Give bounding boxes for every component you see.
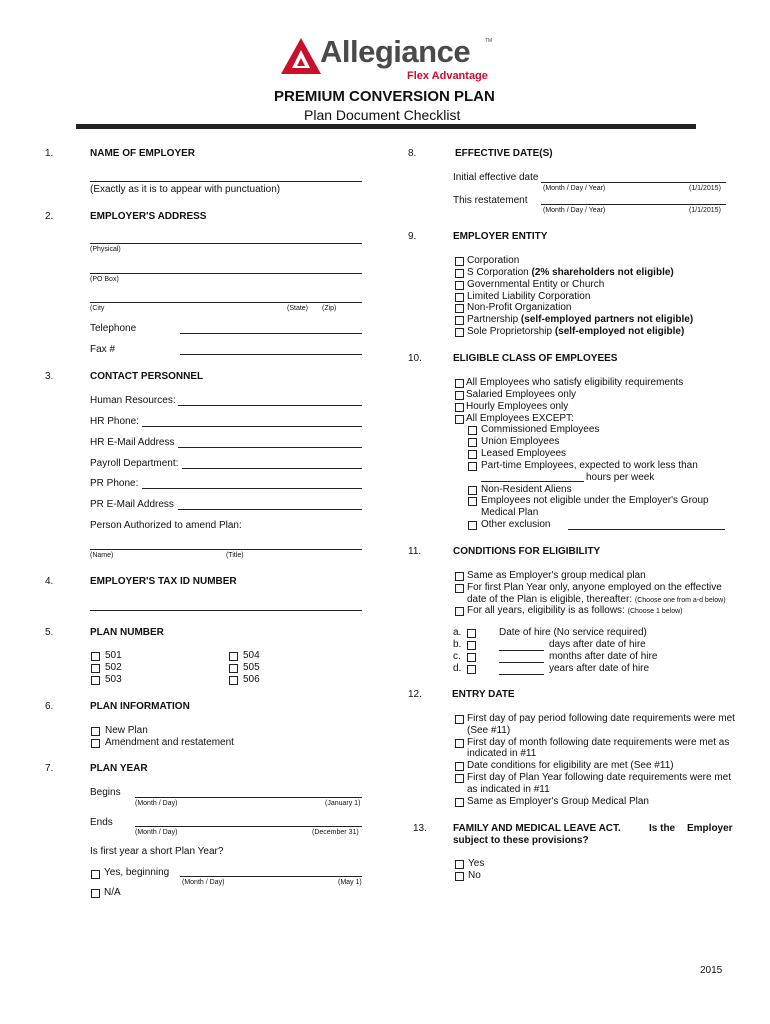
same-medical-label: Same as Employer's group medical plan	[467, 570, 646, 581]
tax-id-field[interactable]	[90, 610, 362, 611]
entry-month-label: First day of month following date requirements were met as	[467, 737, 730, 748]
thereafter-label	[467, 594, 726, 605]
plan-503-checkbox[interactable]	[91, 676, 100, 685]
begins-month-day: (Month / Day)	[135, 800, 178, 807]
option-a-label: Date of hire (No service required)	[499, 627, 647, 638]
ends-default: (December 31)	[312, 829, 359, 836]
corporation-label: Corporation	[467, 255, 520, 266]
hr-email-field[interactable]	[178, 447, 362, 448]
option-a-letter: a.	[453, 627, 462, 638]
plan-504-label: 504	[243, 650, 260, 661]
brand-name: Allegiance	[320, 34, 471, 69]
hourly-label: Hourly Employees only	[466, 401, 569, 412]
non-resident-checkbox[interactable]	[468, 486, 477, 495]
fmla-yes-checkbox[interactable]	[455, 860, 464, 869]
other-exclusion-checkbox[interactable]	[468, 521, 477, 530]
sole-prop-label	[467, 326, 684, 337]
thereafter-text: date of the Plan is eligible, thereafter:	[467, 594, 633, 605]
entry-plan-year-note: as indicated in #11	[467, 784, 550, 795]
leased-label: Leased Employees	[481, 448, 567, 459]
hours-label: hours per week	[586, 472, 655, 483]
ends-label: Ends	[90, 817, 113, 828]
commissioned-checkbox[interactable]	[468, 426, 477, 435]
payroll-field[interactable]	[182, 468, 362, 469]
s9-title: EMPLOYER ENTITY	[453, 231, 548, 242]
entry-month-checkbox[interactable]	[455, 739, 464, 748]
fax-label: Fax #	[90, 344, 116, 355]
s13-title-subject: subject to these provisions?	[453, 835, 589, 846]
fmla-no-label: No	[468, 870, 481, 881]
s13-title-employer: Employer	[687, 823, 733, 834]
part-time-checkbox[interactable]	[468, 462, 477, 471]
begins-label: Begins	[90, 787, 121, 798]
hr-email-label: HR E-Mail Address	[90, 437, 175, 448]
restatement-default: (1/1/2015)	[689, 207, 721, 214]
plan-504-checkbox[interactable]	[229, 652, 238, 661]
brand-tm: TM	[485, 38, 493, 44]
all-years-checkbox[interactable]	[455, 607, 464, 616]
plan-501-label: 501	[105, 650, 122, 661]
not-eligible-label: Employees not eligible under the Employer's Group	[481, 495, 709, 506]
amendment-checkbox[interactable]	[91, 739, 100, 748]
s13-title-fmla: FAMILY AND MEDICAL LEAVE ACT.	[453, 823, 621, 834]
partnership-checkbox[interactable]	[455, 316, 464, 325]
plan-505-label: 505	[243, 662, 260, 673]
fmla-no-checkbox[interactable]	[455, 872, 464, 881]
initial-label: Initial effective date	[453, 172, 539, 183]
llc-checkbox[interactable]	[455, 293, 464, 302]
fmla-yes-label: Yes	[468, 858, 485, 869]
hr-phone-field[interactable]	[142, 426, 362, 427]
authorized-field[interactable]	[90, 549, 362, 550]
medical-plan-label: Medical Plan	[481, 507, 539, 518]
telephone-field[interactable]	[180, 333, 362, 334]
nonprofit-label: Non-Profit Organization	[467, 302, 572, 313]
s5-number: 5.	[45, 627, 54, 638]
short-month-day: (Month / Day)	[182, 879, 225, 886]
s-corp-label	[467, 267, 674, 278]
footer-year: 2015	[700, 965, 723, 976]
ends-month-day: (Month / Day)	[135, 829, 178, 836]
entry-month-note: indicated in #11	[467, 748, 537, 759]
entry-pay-period-label: First day of pay period following date requirements were met	[467, 713, 735, 724]
s13-title-is-the: Is the	[649, 823, 676, 834]
option-c-letter: c.	[453, 651, 461, 662]
s7-title: PLAN YEAR	[90, 763, 148, 774]
short-na-checkbox[interactable]	[91, 889, 100, 898]
telephone-label: Telephone	[90, 323, 137, 334]
begins-field[interactable]	[135, 797, 362, 798]
s-corp-note: (2% shareholders not eligible)	[531, 267, 674, 278]
option-c-label: months after date of hire	[549, 651, 658, 662]
s3-title: CONTACT PERSONNEL	[90, 371, 204, 382]
all-except-label: All Employees EXCEPT:	[466, 413, 574, 424]
short-default: (May 1)	[338, 879, 362, 886]
entry-plan-year-checkbox[interactable]	[455, 774, 464, 783]
not-eligible-checkbox[interactable]	[468, 497, 477, 506]
s9-number: 9.	[408, 231, 417, 242]
s8-number: 8.	[408, 148, 417, 159]
header-rule	[76, 124, 696, 129]
all-years-label	[467, 605, 682, 616]
po-box-field[interactable]	[90, 273, 362, 274]
salaried-checkbox[interactable]	[455, 391, 464, 400]
llc-label: Limited Liability Corporation	[467, 291, 591, 302]
name-label: (Name)	[90, 552, 114, 559]
all-employees-label: All Employees who satisfy eligibility requirements	[466, 377, 684, 388]
s11-number: 11.	[408, 546, 422, 557]
salaried-label: Salaried Employees only	[466, 389, 577, 400]
s3-number: 3.	[45, 371, 54, 382]
hourly-checkbox[interactable]	[455, 403, 464, 412]
nonprofit-checkbox[interactable]	[455, 304, 464, 313]
s1-title: NAME OF EMPLOYER	[90, 148, 196, 159]
city-state-zip-field[interactable]	[90, 302, 362, 303]
hours-field[interactable]	[481, 481, 584, 482]
brand-tagline: Flex Advantage	[407, 70, 488, 82]
po-box-label: (PO Box)	[90, 276, 119, 283]
s-corp-checkbox[interactable]	[455, 269, 464, 278]
s4-number: 4.	[45, 576, 54, 587]
initial-default: (1/1/2015)	[689, 185, 721, 192]
s1-number: 1.	[45, 148, 54, 159]
s2-number: 2.	[45, 211, 54, 222]
s-corp-text: S Corporation	[467, 267, 529, 278]
s6-title: PLAN INFORMATION	[90, 701, 190, 712]
plan-501-checkbox[interactable]	[91, 652, 100, 661]
ends-field[interactable]	[135, 826, 362, 827]
fax-field[interactable]	[180, 354, 362, 355]
short-year-question: Is first year a short Plan Year?	[90, 846, 224, 857]
other-exclusion-label: Other exclusion	[481, 519, 551, 530]
first-plan-year-checkbox[interactable]	[455, 584, 464, 593]
entry-conditions-label: Date conditions for eligibility are met (See #11)	[467, 760, 674, 771]
begins-default: (January 1)	[325, 800, 361, 807]
plan-506-label: 506	[243, 674, 260, 685]
pr-email-label: PR E-Mail Address	[90, 499, 174, 510]
partnership-text: Partnership	[467, 314, 519, 325]
plan-506-checkbox[interactable]	[229, 676, 238, 685]
all-except-checkbox[interactable]	[455, 415, 464, 424]
pr-phone-field[interactable]	[142, 488, 362, 489]
same-medical-checkbox[interactable]	[455, 572, 464, 581]
entry-pay-period-checkbox[interactable]	[455, 715, 464, 724]
partnership-note: (self-employed partners not eligible)	[520, 314, 694, 325]
other-exclusion-field[interactable]	[568, 529, 725, 530]
physical-label: (Physical)	[90, 246, 121, 253]
plan-502-checkbox[interactable]	[91, 664, 100, 673]
s11-title: CONDITIONS FOR ELIGIBILITY	[453, 546, 601, 557]
allegiance-logo-icon	[279, 36, 323, 76]
all-employees-checkbox[interactable]	[455, 379, 464, 388]
employer-name-field[interactable]	[90, 181, 362, 182]
s8-title: EFFECTIVE DATE(S)	[455, 148, 553, 159]
s4-title: EMPLOYER'S TAX ID NUMBER	[90, 576, 237, 587]
title-label: (Title)	[226, 552, 244, 559]
short-na-label: N/A	[104, 887, 121, 898]
corporation-checkbox[interactable]	[455, 257, 464, 266]
option-c-checkbox[interactable]	[467, 653, 476, 662]
sole-prop-checkbox[interactable]	[455, 328, 464, 337]
pr-email-field[interactable]	[178, 509, 362, 510]
s12-number: 12.	[408, 689, 422, 700]
s7-number: 7.	[45, 763, 54, 774]
all-years-text: For all years, eligibility is as follows:	[467, 605, 625, 616]
sole-prop-text: Sole Proprietorship	[467, 326, 553, 337]
initial-mdy: (Month / Day / Year)	[543, 185, 606, 192]
short-yes-checkbox[interactable]	[91, 870, 100, 879]
option-d-field[interactable]	[499, 674, 544, 675]
option-d-letter: d.	[453, 663, 462, 674]
option-b-field[interactable]	[499, 650, 544, 651]
pr-phone-label: PR Phone:	[90, 478, 139, 489]
option-c-field[interactable]	[499, 662, 544, 663]
state-label: (State)	[287, 305, 309, 312]
restatement-mdy: (Month / Day / Year)	[543, 207, 606, 214]
hr-field[interactable]	[178, 405, 362, 406]
entry-plan-year-label: First day of Plan Year following date requirements were met	[467, 772, 732, 783]
page-subtitle: Plan Document Checklist	[304, 107, 461, 123]
option-b-checkbox[interactable]	[467, 641, 476, 650]
option-b-letter: b.	[453, 639, 462, 650]
s1-note: (Exactly as it is to appear with punctuation)	[90, 184, 281, 195]
s6-number: 6.	[45, 701, 54, 712]
page-title: PREMIUM CONVERSION PLAN	[274, 88, 495, 105]
short-yes-label: Yes, beginning	[104, 867, 170, 878]
initial-date-field[interactable]	[541, 182, 726, 183]
entry-same-medical-label: Same as Employer's Group Medical Plan	[467, 796, 649, 807]
hr-label: Human Resources:	[90, 395, 176, 406]
plan-503-label: 503	[105, 674, 122, 685]
union-label: Union Employees	[481, 436, 560, 447]
choose-one-note: (Choose one from a-d below)	[634, 597, 726, 604]
entry-same-medical-checkbox[interactable]	[455, 798, 464, 807]
union-checkbox[interactable]	[468, 438, 477, 447]
entry-pay-period-note: (See #11)	[467, 725, 511, 736]
partnership-label	[467, 314, 693, 325]
new-plan-checkbox[interactable]	[91, 727, 100, 736]
payroll-label: Payroll Department:	[90, 458, 179, 469]
amendment-label: Amendment and restatement	[105, 737, 234, 748]
physical-address-field[interactable]	[90, 243, 362, 244]
government-checkbox[interactable]	[455, 281, 464, 290]
leased-checkbox[interactable]	[468, 450, 477, 459]
sole-prop-note: (self-employed not eligible)	[554, 326, 685, 337]
commissioned-label: Commissioned Employees	[481, 424, 600, 435]
choose-1-note: (Choose 1 below)	[627, 608, 683, 615]
new-plan-label: New Plan	[105, 725, 148, 736]
government-label: Governmental Entity or Church	[467, 279, 605, 290]
option-a-checkbox[interactable]	[467, 629, 476, 638]
option-d-label: years after date of hire	[549, 663, 650, 674]
entry-conditions-checkbox[interactable]	[455, 762, 464, 771]
zip-label: (Zip)	[322, 305, 337, 312]
plan-502-label: 502	[105, 662, 122, 673]
authorized-label: Person Authorized to amend Plan:	[90, 520, 242, 531]
s13-number: 13.	[413, 823, 427, 834]
option-d-checkbox[interactable]	[467, 665, 476, 674]
s5-title: PLAN NUMBER	[90, 627, 164, 638]
short-begin-field[interactable]	[180, 876, 362, 877]
city-label: (City	[90, 305, 105, 312]
s12-title: ENTRY DATE	[452, 689, 515, 700]
first-plan-year-label: For first Plan Year only, anyone employed on the effective	[467, 582, 722, 593]
restatement-label: This restatement	[453, 195, 528, 206]
restatement-date-field[interactable]	[541, 204, 726, 205]
part-time-label: Part-time Employees, expected to work less than	[481, 460, 698, 471]
s2-title: EMPLOYER'S ADDRESS	[90, 211, 207, 222]
s10-number: 10.	[408, 353, 422, 364]
option-b-label: days after date of hire	[549, 639, 646, 650]
s10-title: ELIGIBLE CLASS OF EMPLOYEES	[453, 353, 618, 364]
plan-505-checkbox[interactable]	[229, 664, 238, 673]
non-resident-label: Non-Resident Aliens	[481, 484, 572, 495]
hr-phone-label: HR Phone:	[90, 416, 139, 427]
